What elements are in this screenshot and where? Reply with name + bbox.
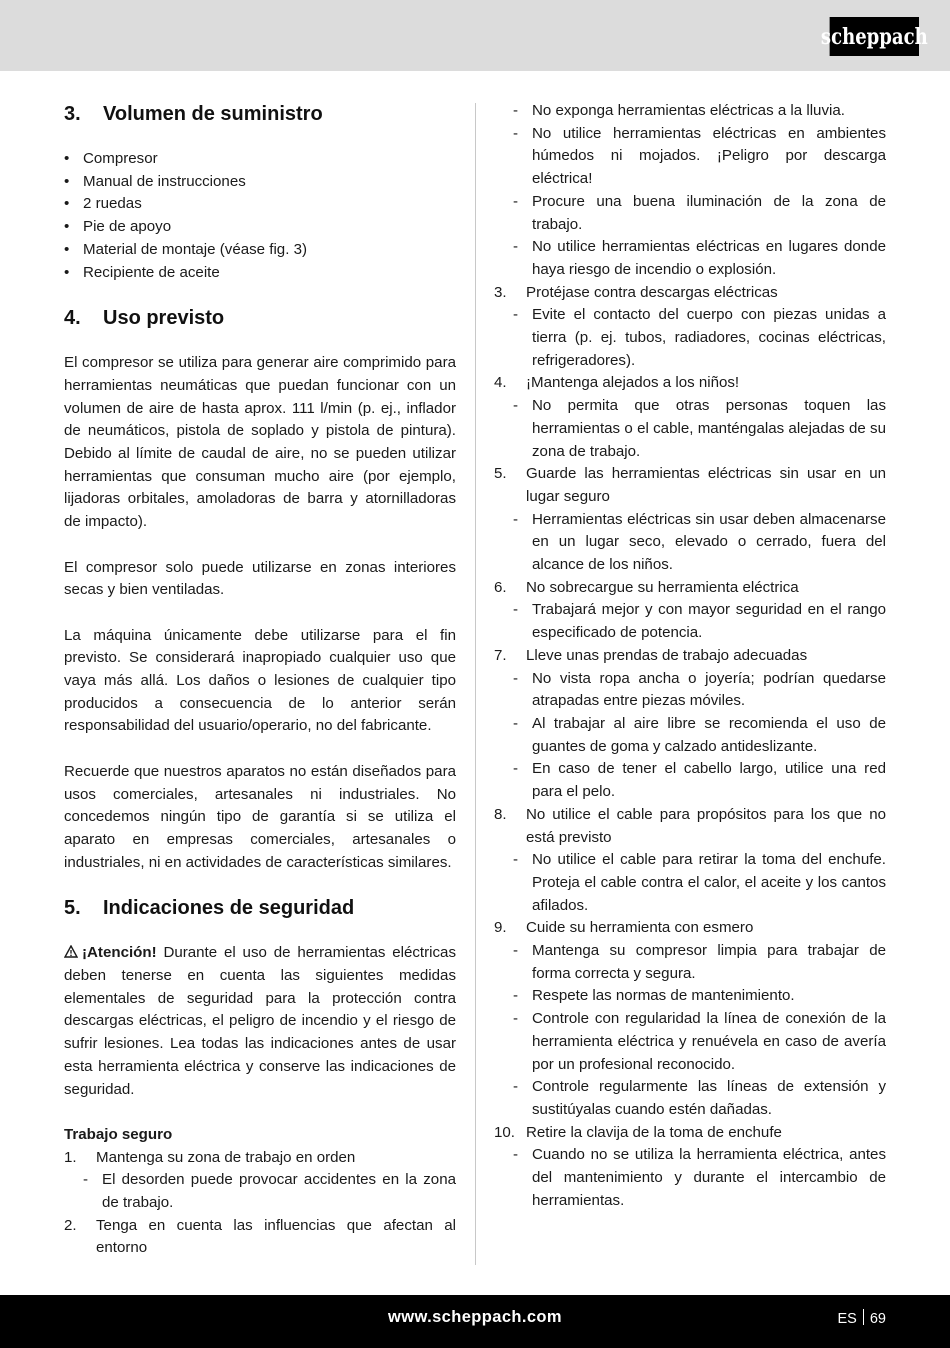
footer-bar <box>0 1295 950 1348</box>
left-column <box>64 100 456 1260</box>
language-code: ES <box>837 1311 857 1327</box>
paragraph: Recuerde que nuestros aparatos no están diseñados para usos comerciales, artesanales ni industriales. No concedemos ningún tipo de garantía si se utiliza el aparato en empresas comerciales, artesanales o industriales, ni en actividades de características similares. <box>64 762 456 871</box>
dash-item: - Trabajará mejor y con mayor seguridad en el rango especificado de potencia. <box>513 601 886 642</box>
list-item: • 2 ruedas <box>64 193 456 216</box>
dash-item: - Cuando no se utiliza la herramienta eléctrica, antes del mantenimiento y durante el intercambio de herramientas. <box>513 1146 886 1209</box>
dash-item: - Respete las normas de mantenimiento. <box>513 987 795 1005</box>
paragraph: El compresor solo puede utilizarse en zonas interiores secas y bien ventiladas. <box>64 558 456 599</box>
supply-list <box>64 148 456 284</box>
warning-icon <box>64 945 78 958</box>
dash-item: - Mantenga su compresor limpia para trabajar de forma correcta y segura. <box>513 942 886 982</box>
list-item: • Recipiente de aceite <box>64 262 456 285</box>
list-item: • Compresor <box>64 148 456 171</box>
numbered-item: 9. Cuide su herramienta con esmero <box>494 919 754 937</box>
list-item: • Material de montaje (véase fig. 3) <box>64 239 456 262</box>
dash-item: - Procure una buena iluminación de la zona de trabajo. <box>513 192 886 233</box>
attention-label: ¡Atención! <box>82 944 157 962</box>
page-info <box>838 1309 886 1327</box>
page-number: 69 <box>869 1311 886 1327</box>
column-divider <box>475 103 476 1265</box>
numbered-item: 1. Mantenga su zona de trabajo en orden <box>64 1148 356 1166</box>
dash-item: - No utilice herramientas eléctricas en ambientes húmedos ni mojados. ¡Peligro por descarga eléctrica! <box>513 124 886 188</box>
numbered-item: 2. Tenga en cuenta las influencias que afectan al entorno <box>64 1216 456 1257</box>
numbered-item: 3. Protéjase contra descargas eléctricas <box>494 283 778 301</box>
dash-item: - No utilice herramientas eléctricas en lugares donde haya riesgo de incendio o explosión. <box>513 238 886 278</box>
section-5-heading: 5. Indicaciones de seguridad <box>64 897 355 920</box>
numbered-item: 5. Guarde las herramientas eléctricas sin usar en un lugar seguro <box>494 465 886 505</box>
dash-item: - Evite el contacto del cuerpo con piezas unidas a tierra (p. ej. tubos, radiadores, cocinas eléctricas, refrigeradores). <box>513 306 886 369</box>
section-3-heading: 3. Volumen de suministro <box>64 103 323 125</box>
numbered-item: 4. ¡Mantenga alejados a los niños! <box>494 374 740 392</box>
paragraph: El compresor se utiliza para generar aire comprimido para herramientas neumáticas que puedan funcionar con un volumen de aire de hasta aprox. 111 l/min (p. ej., inflador de neumáticos, pistola de soplado y pistola de pintura). Debido al límite de caudal de aire, no se pueden utilizar herramientas que consuman mucho aire (por ejemplo, lijadoras orbitales, amoladoras de barra y atornilladoras de impacto). <box>64 354 456 531</box>
paragraph: La máquina únicamente debe utilizarse para el fin previsto. Se considerará inapropiado cualquier uso que vaya más allá. Los daños o lesiones de cualquier tipo producidos a consecuencia de lo anterior serán responsabilidad del usuario/operario, no del fabricante. <box>64 626 456 735</box>
dash-item: - Herramientas eléctricas sin usar deben almacenarse en un lugar seco, elevado o cerrado, fuera del alcance de los niños. <box>513 510 886 574</box>
section-4-heading: 4. Uso previsto <box>64 307 225 330</box>
dash-item: - Controle con regularidad la línea de conexión de la herramienta eléctrica y renuévela en caso de avería por un profesional reconocido. <box>513 1010 886 1073</box>
subheading: Trabajo seguro <box>64 1125 173 1143</box>
dash-item: - Controle regularmente las líneas de extensión y sustitúyalas cuando estén dañadas. <box>513 1078 886 1118</box>
header-bar <box>0 0 950 71</box>
numbered-item: 7. Lleve unas prendas de trabajo adecuadas <box>494 646 808 664</box>
dash-item: - El desorden puede provocar accidentes en la zona de trabajo. <box>83 1171 456 1212</box>
right-column <box>494 100 886 1212</box>
numbered-item: 6. No sobrecargue su herramienta eléctrica <box>494 578 799 596</box>
website-link[interactable]: www.scheppach.com <box>388 1308 562 1326</box>
brand-logo: scheppach <box>830 17 919 56</box>
dash-item: - No exponga herramientas eléctricas a la lluvia. <box>513 102 845 119</box>
dash-item: - No utilice el cable para retirar la toma del enchufe. Proteja el cable contra el calor, el aceite y los cantos afilados. <box>513 851 886 914</box>
dash-item: - En caso de tener el cabello largo, utilice una red para el pelo. <box>513 760 886 801</box>
list-item: • Pie de apoyo <box>64 216 456 239</box>
list-item: • Manual de instrucciones <box>64 171 456 194</box>
dash-item: - No vista ropa ancha o joyería; podrían quedarse atrapadas entre piezas móviles. <box>513 669 886 710</box>
numbered-item: 8. No utilice el cable para propósitos para los que no está previsto <box>494 805 886 846</box>
attention-paragraph: ¡Atención! Durante el uso de herramientas eléctricas deben tenerse en cuenta las siguientes medidas elementales de seguridad para la protección contra descargas eléctricas, el peligro de incendio y el riesgo de sufrir lesiones. Lea todas las indicaciones antes de usar esta herramienta eléctrica y conserve las indicaciones de seguridad. <box>64 944 456 1098</box>
dash-item: - Al trabajar al aire libre se recomienda el uso de guantes de goma y calzado antideslizante. <box>513 714 886 755</box>
numbered-item: 10. Retire la clavija de la toma de enchufe <box>494 1123 782 1141</box>
dash-item: - No permita que otras personas toquen las herramientas o el cable, manténgalas alejadas de su zona de trabajo. <box>513 397 886 460</box>
